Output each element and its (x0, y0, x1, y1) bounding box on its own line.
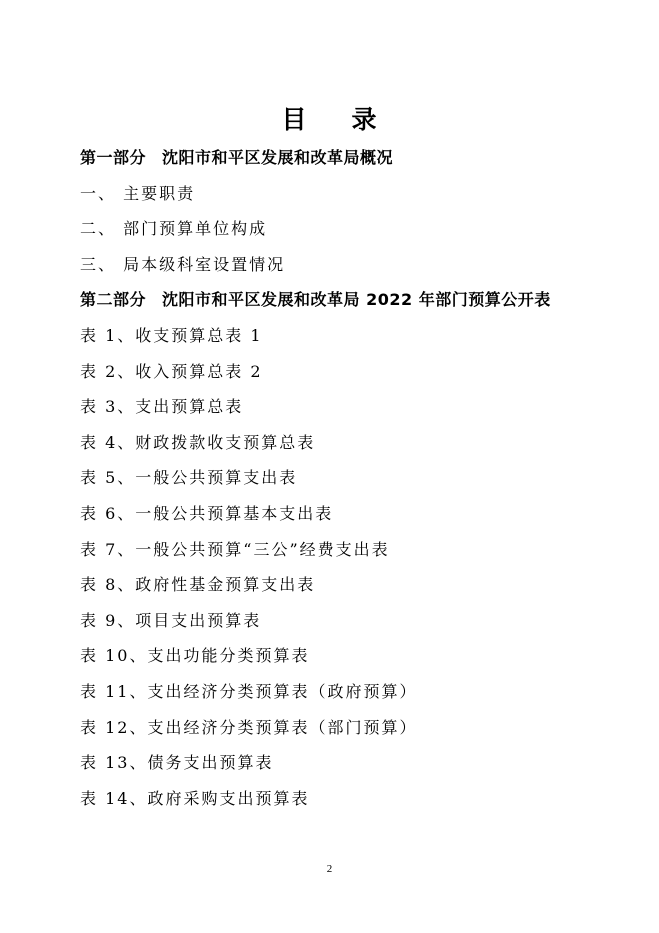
toc-item[interactable]: 表 14、政府采购支出预算表 (80, 788, 310, 808)
toc-item[interactable]: 表 4、财政拨款收支预算总表 (80, 432, 316, 452)
toc-item[interactable]: 表 9、项目支出预算表 (80, 610, 262, 630)
toc-item[interactable]: 表 8、政府性基金预算支出表 (80, 575, 316, 595)
toc-item[interactable]: 表 7、一般公共预算“三公”经费支出表 (80, 539, 390, 559)
table-of-contents (80, 140, 640, 816)
toc-item[interactable]: 一、 主要职责 (80, 183, 196, 203)
part2-title: 沈阳市和平区发展和改革局 2022 年部门预算公开表 (162, 290, 551, 310)
toc-item[interactable]: 表 13、债务支出预算表 (80, 753, 274, 773)
part1-label: 第一部分 (80, 148, 147, 167)
title-char-left: 目 (281, 105, 308, 134)
part1-title: 沈阳市和平区发展和改革局概况 (162, 148, 394, 167)
toc-item[interactable]: 表 6、一般公共预算基本支出表 (80, 503, 334, 523)
toc-item[interactable]: 表 12、支出经济分类预算表（部门预算） (80, 717, 418, 737)
toc-item[interactable]: 表 10、支出功能分类预算表 (80, 646, 310, 666)
toc-item[interactable]: 表 5、一般公共预算支出表 (80, 468, 298, 488)
toc-item[interactable]: 表 2、收入预算总表 2 (80, 361, 263, 381)
toc-item[interactable]: 表 1、收支预算总表 1 (80, 325, 263, 345)
toc-item[interactable]: 表 11、支出经济分类预算表（政府预算） (80, 681, 418, 701)
title-char-right: 录 (351, 105, 378, 134)
page-number: 2 (326, 863, 333, 875)
part1-heading[interactable] (80, 140, 640, 176)
toc-item[interactable]: 二、 部门预算单位构成 (80, 219, 268, 239)
page-title (0, 100, 659, 136)
toc-item[interactable]: 三、 局本级科室设置情况 (80, 254, 286, 274)
part2-label: 第二部分 (80, 290, 147, 310)
toc-item[interactable]: 表 3、支出预算总表 (80, 397, 244, 417)
part2-heading[interactable] (80, 282, 640, 318)
